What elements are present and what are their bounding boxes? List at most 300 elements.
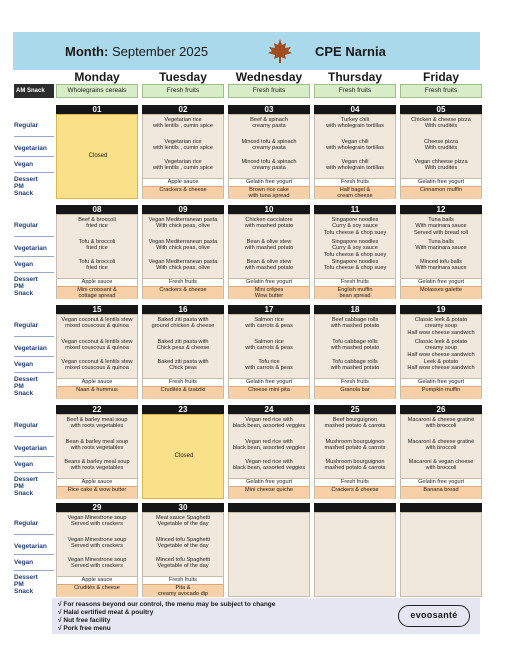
row-label-regular: Regular [14, 222, 39, 229]
date-header: 26 [400, 405, 482, 414]
vegan-meal-line: with lentils , cumin spice [153, 165, 213, 172]
row-label-pm: PM [14, 183, 24, 190]
vegan-meal-line: Tofu cabbage rolls [332, 359, 378, 365]
row-label-pm: PM [14, 581, 24, 588]
regular-meal-line: Vegan coconut & lentils stew [61, 317, 133, 323]
meal-cell [56, 214, 138, 299]
vegetarian-meal-line: With marinara sauce [415, 245, 467, 252]
regular-meal-line: With crudités [424, 123, 458, 130]
regular-meal-line: Tofu cheese & chop suey [323, 229, 387, 236]
regular-meal-line: fried rice [86, 223, 108, 230]
meal-cell [314, 414, 396, 499]
maple-leaf-icon [267, 38, 293, 64]
pm-snack-cell [143, 186, 223, 199]
pm-snack-line: Mini croissant & [77, 287, 117, 293]
row-label-pm: PM [14, 283, 24, 290]
dessert-cell: Gelatin free yogurt [229, 378, 309, 386]
date-header: 02 [142, 105, 224, 114]
meal-cell [314, 314, 396, 399]
pm-snack-line: English muffin [337, 287, 373, 293]
dessert-cell: Apple sauce [57, 576, 137, 584]
row-label-regular: Regular [14, 322, 39, 329]
row-label-dessert: Dessert [14, 476, 38, 483]
regular-meal-line: with mashed potato [330, 323, 380, 330]
row-label-snack: Snack [14, 390, 34, 397]
pm-snack-line: Crudités & tzatziki [160, 387, 206, 393]
pm-snack-line: bean spread [339, 293, 371, 299]
am-snack-label: AM Snack [14, 84, 54, 98]
vegan-meal-line: with mashed potato [330, 365, 380, 372]
vegetarian-meal-line: creamy pasta [252, 145, 286, 152]
title-banner [13, 32, 480, 70]
dessert-cell: Fresh fruits [143, 378, 223, 386]
day-header-tuesday: Tuesday [159, 70, 207, 84]
row-label-vegetarian: Vegetarian [14, 345, 47, 352]
meal-cell [400, 414, 482, 499]
vegetarian-meal-line: Classic leek & potato [414, 339, 468, 345]
meal-cell [400, 214, 482, 299]
date-header: 10 [228, 205, 310, 214]
pm-snack-cell [57, 286, 137, 299]
row-label-vegan: Vegan [14, 461, 34, 468]
dessert-cell: Gelatin free yogurt [401, 478, 481, 486]
vegan-meal-line: Tofu cheese & chop suey [323, 265, 387, 272]
meal-cell [56, 314, 138, 399]
vegetarian-meal-line: Tofu & broccoli [78, 239, 116, 245]
vegan-meal-line: Vegan Minestrone soup [67, 557, 127, 563]
regular-meal-line: creamy pasta [252, 123, 286, 130]
regular-meal-line: Baked ziti pasta with [157, 317, 209, 323]
evoosante-logo: evoosanté [398, 605, 470, 627]
regular-meal-line: Chicken & cheese pizza [411, 117, 471, 123]
regular-meal-line: Turkey chili [340, 117, 370, 123]
dessert-cell: Fresh fruits [143, 576, 223, 584]
row-separator [14, 172, 54, 173]
regular-meal-line: Served with bread roll [413, 229, 469, 236]
regular-meal-line: with broccoli [425, 423, 457, 430]
regular-meal-line: with roots vegetables [70, 423, 124, 430]
row-separator [14, 272, 54, 273]
date-header [314, 503, 396, 512]
month-title [65, 44, 208, 59]
row-separator [14, 554, 54, 555]
vegetarian-meal-line: Salmon rice [254, 339, 284, 345]
vegetarian-meal-line: with lentils , cumin spice [153, 145, 213, 152]
row-label-vegan: Vegan [14, 361, 34, 368]
vegetarian-meal-line: Curry & soy sauce [332, 245, 378, 252]
regular-meal-line: With marinara sauce [415, 223, 467, 230]
vegan-meal-line: Tofu rice [258, 359, 280, 365]
regular-meal-line: Beef & spinach [250, 117, 288, 123]
vegetarian-meal-line: with mashed potato [244, 245, 294, 252]
vegetarian-meal-line: with carrots & peas [245, 345, 293, 352]
row-separator [14, 236, 54, 237]
day-header-friday: Friday [422, 70, 459, 84]
row-separator [14, 436, 54, 437]
am-snack-cell: Fresh fruits [142, 84, 224, 98]
vegetarian-meal-line: creamy soup [424, 345, 458, 352]
vegetarian-meal-line: Singapore noodles [331, 239, 379, 245]
pm-snack-cell [401, 486, 481, 499]
dessert-cell: Apple sauce [57, 378, 137, 386]
date-header: 22 [56, 405, 138, 414]
pm-snack-cell [401, 386, 481, 399]
date-header: 24 [228, 405, 310, 414]
footer-notes [52, 598, 480, 634]
vegan-meal-line: Minced tofu balls [420, 259, 462, 265]
pm-snack-cell [315, 386, 395, 399]
regular-meal-line: mixed couscous & quinoa [65, 323, 129, 330]
regular-meal-line: Beef bourguignon [332, 417, 378, 423]
date-header: 04 [314, 105, 396, 114]
regular-meal-line: With chick peas, olive [156, 223, 210, 230]
date-header [400, 503, 482, 512]
vegan-meal-line: Minced tofu Spaghetti [155, 557, 211, 563]
vegetarian-meal-line: Vegetarian rice [164, 139, 202, 145]
date-header: 30 [142, 503, 224, 512]
date-header: 16 [142, 305, 224, 314]
vegan-meal-line: fried rice [86, 265, 108, 272]
regular-meal-line: Tuna balls [428, 217, 454, 223]
vegetarian-meal-line: Minced tofu & spinach [241, 139, 297, 145]
regular-meal-line: ground chicken & cheese [151, 323, 215, 330]
pm-snack-line: Mini crêpes [254, 287, 284, 293]
pm-snack-cell [143, 386, 223, 399]
date-header: 17 [228, 305, 310, 314]
row-separator [14, 136, 54, 137]
regular-meal-line: Singapore noodles [331, 217, 379, 223]
row-label-dessert: Dessert [14, 574, 38, 581]
row-label-dessert: Dessert [14, 376, 38, 383]
vegan-meal-line: Baked ziti pasta with [157, 359, 209, 365]
pm-snack-line: Cinnamon muffin [419, 187, 463, 193]
vegan-meal-line: Vegetarian rice [164, 159, 202, 165]
vegan-meal-line: Vegan chheese pizza [414, 159, 468, 165]
vegetarian-meal-line: Mushroom bourguignon [325, 439, 385, 445]
pm-snack-line: Granola bar [340, 387, 370, 393]
date-header: 18 [314, 305, 396, 314]
vegetarian-meal-line: Half wow cheese sandwich [407, 351, 475, 358]
vegan-meal-line: with carrots & peas [245, 365, 293, 372]
pm-snack-cell [143, 584, 223, 597]
regular-meal-line: mashed potato & carrots [324, 423, 386, 430]
meal-cell [228, 314, 310, 399]
date-header: 19 [400, 305, 482, 314]
dessert-cell: Gelatin free yogurt [401, 278, 481, 286]
regular-meal-line: Meat sauce Spaghetti [155, 515, 211, 521]
pm-snack-line: Crackers & cheese [331, 487, 379, 493]
regular-meal-line: Chicken cacciatore [245, 217, 293, 223]
pm-snack-line: Wow butter [254, 293, 284, 299]
vegetarian-meal-line: Vegetable of the day [157, 543, 209, 550]
vegetarian-meal-line: mashed potato & carrots [324, 445, 386, 452]
pm-snack-cell [401, 186, 481, 199]
vegan-meal-line: Vegan red rice with [245, 459, 293, 465]
regular-meal-line: Classic leek & potato [414, 317, 468, 323]
date-header: 23 [142, 405, 224, 414]
regular-meal-line: with mashed potato [244, 223, 294, 230]
meal-cell [142, 512, 224, 597]
vegetarian-meal-line: Macaroni & cheese gratiné [407, 439, 475, 445]
day-header-thursday: Thursday [327, 70, 382, 84]
month-label: Month: [65, 44, 109, 59]
regular-meal-line: black bean, assorted veggies [232, 423, 306, 430]
date-header: 12 [400, 205, 482, 214]
note-halal: √ Halal certified meat & poultry [58, 609, 154, 616]
pm-snack-line: Banana bread [423, 487, 459, 493]
dessert-cell: Apple sauce [57, 278, 137, 286]
vegetarian-meal-line: Vegan chili [341, 139, 369, 145]
vegetarian-meal-line: with mashed potato [330, 345, 380, 352]
meal-cell [142, 314, 224, 399]
row-separator [14, 372, 54, 373]
vegetarian-meal-line: Minced tofu Spaghetti [155, 537, 211, 543]
am-snack-cell: Fresh fruits [314, 84, 396, 98]
vegetarian-meal-line: with wholegrain tortillas [326, 145, 384, 152]
dessert-cell: Gelatin free yogurt [229, 178, 309, 186]
vegan-meal-line: black bean, assorted veggies [232, 465, 306, 472]
meal-cell [400, 314, 482, 399]
vegetarian-meal-line: mixed couscous & quinoa [65, 345, 129, 352]
closed-day-cell [142, 414, 224, 499]
vegan-meal-line: with mashed potato [244, 265, 294, 272]
meal-cell [314, 214, 396, 299]
pm-snack-line: Crudités & cheese [74, 585, 120, 591]
pm-snack-cell [315, 486, 395, 499]
vegetarian-meal-line: With crudités [424, 145, 458, 152]
row-separator [14, 472, 54, 473]
date-header: 11 [314, 205, 396, 214]
vegan-meal-line: Half wow cheese sandwich [407, 365, 475, 372]
dessert-cell: Apple sauce [57, 478, 137, 486]
dessert-cell: Fresh fruits [315, 178, 395, 186]
vegan-meal-line: with wholegrain tortillas [326, 165, 384, 172]
vegan-meal-line: Singapore noodles [331, 259, 379, 265]
vegetarian-meal-line: Vegan red rice with [245, 439, 293, 445]
row-label-vegetarian: Vegetarian [14, 245, 47, 252]
regular-meal-line: Vegetable of the day [157, 521, 209, 528]
pm-snack-line: Naan & hummus [76, 387, 118, 393]
dessert-cell: Apple sauce [143, 178, 223, 186]
row-separator [14, 336, 54, 337]
closed-label: Closed [174, 453, 194, 459]
row-separator [14, 534, 54, 535]
vegetarian-meal-line: With chick peas, olive [156, 245, 210, 252]
dessert-cell: Gelatin free yogurt [401, 178, 481, 186]
row-separator [14, 456, 54, 457]
vegetarian-meal-line: Vegan Mediterranean pasta [148, 239, 218, 245]
vegetarian-meal-line: Vegan coconut & lentils stew [61, 339, 133, 345]
regular-meal-line: creamy soup [424, 323, 458, 330]
row-label-dessert: Dessert [14, 176, 38, 183]
pm-snack-cell [229, 186, 309, 199]
row-separator [14, 256, 54, 257]
vegetarian-meal-line: Vegan Minestrone soup [67, 537, 127, 543]
note-pork-free: √ Pork free menu [58, 625, 111, 632]
meal-cell [228, 512, 310, 597]
vegan-meal-line: Macaroni & vegan cheese [408, 459, 474, 465]
pm-snack-line: Pita & [175, 585, 191, 591]
meal-cell [56, 414, 138, 499]
pm-snack-cell [57, 486, 137, 499]
vegetarian-meal-line: Bean & olive stew [246, 239, 292, 245]
regular-meal-line: Salmon rice [254, 317, 284, 323]
dessert-cell: Fresh fruits [143, 278, 223, 286]
pm-snack-cell [229, 286, 309, 299]
regular-meal-line: Beef & broccoli [78, 217, 116, 223]
meal-cell [400, 114, 482, 199]
vegan-meal-line: Vegan chili [341, 159, 369, 165]
regular-meal-line: Curry & soy sauce [332, 223, 378, 230]
meal-cell [314, 114, 396, 199]
row-label-vegetarian: Vegetarian [14, 445, 47, 452]
pm-snack-line: with tuna spread [248, 193, 290, 199]
vegetarian-meal-line: Bean & barley meal soup [65, 439, 129, 445]
pm-snack-cell [143, 286, 223, 299]
meal-cell [314, 512, 396, 597]
vegan-meal-line: Leek & potato [423, 359, 459, 365]
date-header: 09 [142, 205, 224, 214]
meal-cell [142, 114, 224, 199]
row-separator [14, 356, 54, 357]
vegan-meal-line: Beans & barley meal soup [64, 459, 130, 465]
pm-snack-line: Crackers & cheese [159, 187, 207, 193]
regular-meal-line: Half wow cheese sandwich [407, 329, 475, 336]
row-label-vegan: Vegan [14, 161, 34, 168]
regular-meal-line: with wholegrain tortillas [326, 123, 384, 130]
date-header: 08 [56, 205, 138, 214]
date-header: 29 [56, 503, 138, 512]
regular-meal-line: Vegetarian rice [164, 117, 202, 123]
closed-day-cell [56, 114, 138, 199]
day-header-wednesday: Wednesday [235, 70, 303, 84]
pm-snack-cell [315, 186, 395, 199]
pm-snack-cell [315, 286, 395, 299]
vegetarian-meal-line: Served with crackers [71, 543, 123, 550]
row-separator [14, 156, 54, 157]
vegetarian-meal-line: fried rice [86, 245, 108, 252]
vegetarian-meal-line: Baked ziti pasta with [157, 339, 209, 345]
dessert-cell: Fresh fruits [315, 378, 395, 386]
pm-snack-line: Rice cake & wow butter [67, 487, 127, 493]
regular-meal-line: Beef cabbage rolls [331, 317, 379, 323]
vegan-meal-line: Vegan Mediterranean pasta [148, 259, 218, 265]
closed-label: Closed [88, 153, 108, 159]
vegetarian-meal-line: with broccoli [425, 445, 457, 452]
pm-snack-cell [229, 486, 309, 499]
regular-meal-line: Served with crackers [71, 521, 123, 528]
regular-meal-line: Macaroni & cheese gratiné [407, 417, 475, 423]
vegan-meal-line: Bean & olive stew [246, 259, 292, 265]
vegan-meal-line: With crudités [424, 165, 458, 172]
vegetarian-meal-line: black bean, assorted veggies [232, 445, 306, 452]
row-label-dessert: Dessert [14, 276, 38, 283]
vegan-meal-line: With chick peas, olive [156, 265, 210, 272]
vegan-meal-line: mixed couscous & quinoa [65, 365, 129, 372]
row-label-pm: PM [14, 383, 24, 390]
row-label-vegan: Vegan [14, 261, 34, 268]
vegan-meal-line: Tofu & broccoli [78, 259, 116, 265]
pm-snack-line: Mini cheese quiche [245, 487, 293, 493]
regular-meal-line: Vegan red rice with [245, 417, 293, 423]
pm-snack-cell [401, 286, 481, 299]
pm-snack-line: Crackers & cheese [159, 287, 207, 293]
row-separator [14, 570, 54, 571]
regular-meal-line: Beef & barley meal soup [66, 417, 128, 423]
vegan-meal-line: creamy pasta [252, 165, 286, 172]
pm-snack-line: Half bagel & [339, 187, 371, 193]
vegan-meal-line: Vegan coconut & lentils stew [61, 359, 133, 365]
dessert-cell: Gelatin free yogurt [229, 478, 309, 486]
row-label-regular: Regular [14, 520, 39, 527]
pm-snack-line: cottage spread [78, 293, 116, 299]
pm-snack-cell [57, 584, 137, 597]
date-header: 01 [56, 105, 138, 114]
vegan-meal-line: With marinara sauce [415, 265, 467, 272]
day-header-monday: Monday [74, 70, 120, 84]
date-header: 05 [400, 105, 482, 114]
meal-cell [228, 414, 310, 499]
note-nut-free: √ Nut free facility [58, 617, 111, 624]
pm-snack-line: Pumpkin muffin [421, 387, 461, 393]
meal-cell [228, 114, 310, 199]
dessert-cell: Gelatin free yogurt [401, 378, 481, 386]
row-label-vegetarian: Vegetarian [14, 145, 47, 152]
row-label-regular: Regular [14, 122, 39, 129]
date-header [228, 503, 310, 512]
vegan-meal-line: with roots vegetables [70, 465, 124, 472]
row-label-snack: Snack [14, 490, 34, 497]
meal-cell [228, 214, 310, 299]
row-label-snack: Snack [14, 588, 34, 595]
date-header: 03 [228, 105, 310, 114]
dessert-cell: Fresh fruits [315, 278, 395, 286]
vegetarian-meal-line: Tuna balls [428, 239, 454, 245]
pm-snack-cell [57, 386, 137, 399]
month-value: September 2025 [111, 44, 209, 59]
row-label-vegan: Vegan [14, 559, 34, 566]
pm-snack-line: Brown rice cake [249, 187, 289, 193]
school-name: CPE Narnia [315, 44, 386, 59]
vegetarian-meal-line: Tofu cheese & chop suey [323, 251, 387, 258]
meal-cell [400, 512, 482, 597]
vegan-meal-line: with broccoli [425, 465, 457, 472]
vegan-meal-line: mashed potato & carrots [324, 465, 386, 472]
dessert-cell: Gelatin free yogurt [229, 278, 309, 286]
regular-meal-line: Vegan Minestrone soup [67, 515, 127, 521]
vegetarian-meal-line: with roots vegetables [70, 445, 124, 452]
dessert-cell: Fresh fruits [315, 478, 395, 486]
regular-meal-line: with lentils , cumin spice [153, 123, 213, 130]
regular-meal-line: Vegan Mediterranean pasta [148, 217, 218, 223]
vegetarian-meal-line: Cheese pizza [424, 139, 458, 145]
pm-snack-line: creamy avocado dip [157, 591, 209, 597]
date-header: 25 [314, 405, 396, 414]
row-label-pm: PM [14, 483, 24, 490]
vegan-meal-line: Minced tofu & spinach [241, 159, 297, 165]
row-label-snack: Snack [14, 290, 34, 297]
row-label-snack: Snack [14, 190, 34, 197]
am-snack-cell: Fresh fruits [228, 84, 310, 98]
vegan-meal-line: Served with crackers [71, 563, 123, 570]
pm-snack-line: cream cheese [337, 193, 373, 199]
meal-cell [56, 512, 138, 597]
row-label-vegetarian: Vegetarian [14, 543, 47, 550]
meal-cell [142, 214, 224, 299]
date-header: 15 [56, 305, 138, 314]
row-label-regular: Regular [14, 422, 39, 429]
vegan-meal-line: Chick peas [169, 365, 197, 372]
